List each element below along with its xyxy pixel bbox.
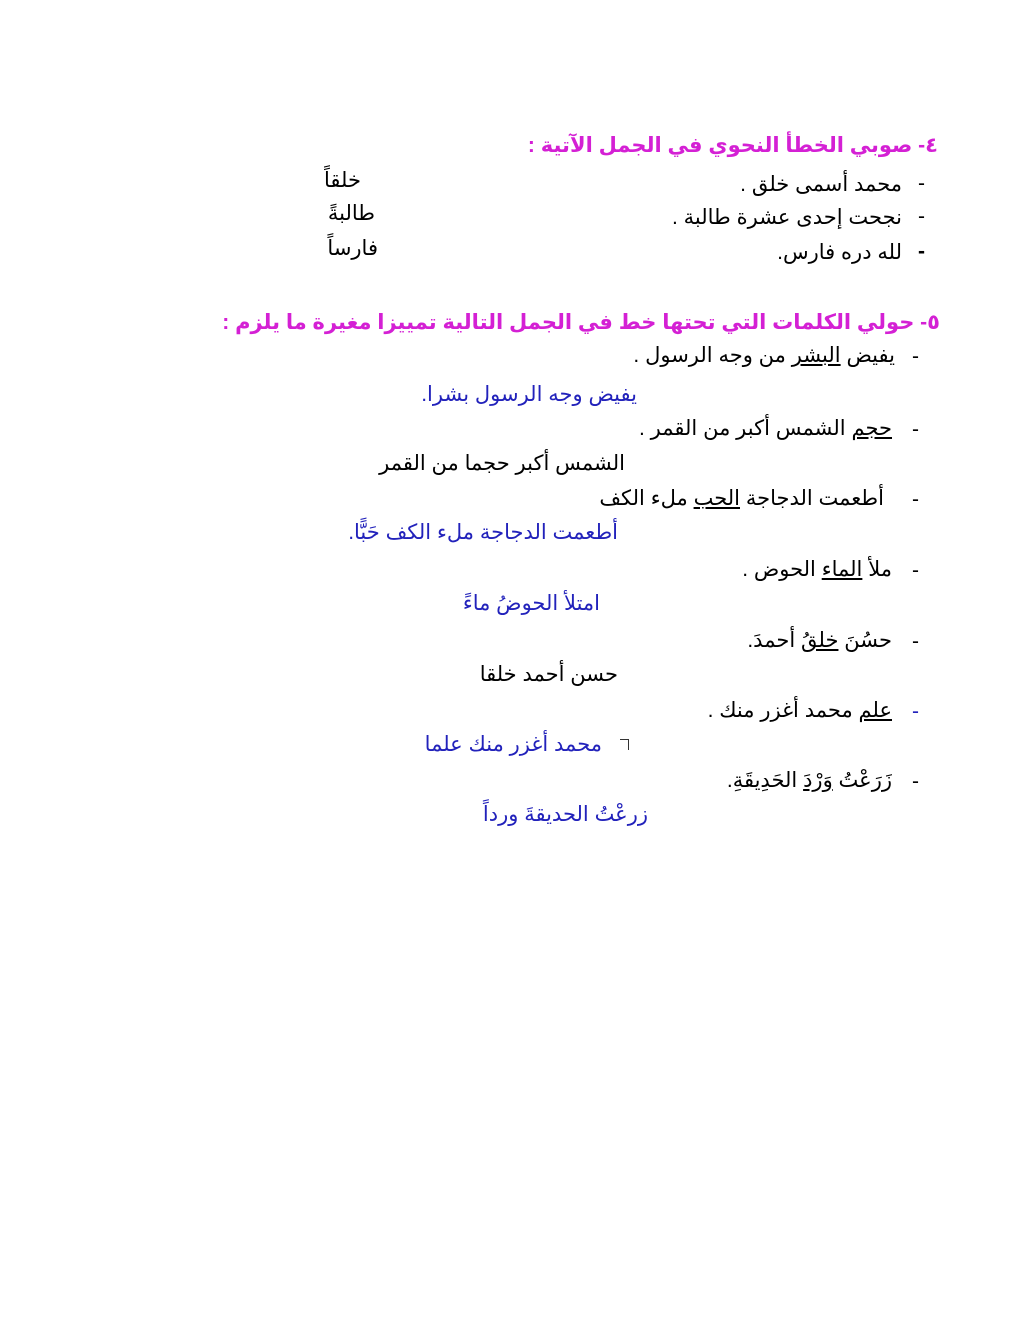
q5-item-3-after: ملء الكف	[599, 487, 694, 510]
q5-item-6-after: محمد أغزر منك .	[707, 699, 859, 722]
q5-item-7-dash: -	[912, 770, 919, 793]
q5-item-5-dash: -	[912, 630, 919, 653]
q4-item-1-sentence: محمد أسمى خلق .	[740, 173, 902, 196]
q5-item-3-underlined-word: الحب	[693, 487, 740, 510]
q4-item-1-dash: -	[918, 172, 925, 195]
q5-item-4-dash: -	[912, 559, 919, 582]
question-5-heading: ٥- حولي الكلمات التي تحتها خط في الجمل التالية تمييزا مغيرة ما يلزم :	[222, 311, 940, 334]
q5-item-1-after: من وجه الرسول .	[633, 344, 792, 367]
q5-item-6-dash: -	[912, 700, 919, 723]
q4-item-1-correction: خلقاً	[324, 169, 361, 192]
q5-item-1-before: يفيض	[840, 344, 895, 367]
q5-item-5-before: حسُنَ	[838, 629, 892, 652]
q4-item-2-sentence: نجحت إحدى عشرة طالبة .	[672, 206, 902, 229]
q5-item-7-underlined-word: وَرْدَ	[803, 769, 833, 792]
question-4-heading: ٤- صوبي الخطأ النحوي في الجمل الآتية :	[527, 134, 938, 157]
q5-item-7-answer: زرعْتُ الحديقةَ ورداً	[482, 803, 648, 826]
q4-item-3-sentence: لله دره فارس.	[777, 241, 902, 264]
q5-item-6-underlined-word: علم	[858, 699, 892, 722]
q5-item-4-underlined-word: الماء	[821, 558, 863, 581]
q5-item-2-underlined-word: حجم	[851, 417, 892, 440]
q5-item-4-sentence	[742, 557, 892, 582]
q5-item-4-answer: امتلأ الحوضُ ماءً	[462, 592, 600, 615]
q5-item-5-sentence	[747, 628, 892, 653]
q5-item-5-after: أحمدَ.	[747, 629, 801, 652]
q4-item-3-correction: فارساً	[327, 237, 378, 260]
q5-item-2-answer: الشمس أكبر حجما من القمر	[379, 452, 625, 475]
q4-item-2-correction: طالبةً	[327, 202, 375, 225]
q5-item-1-underlined-word: البشر	[791, 344, 841, 367]
q5-item-3-answer: أطعمت الدجاجة ملء الكف حَبًّا.	[348, 521, 618, 544]
q5-item-3-before: أطعمت الدجاجة	[740, 487, 884, 510]
q5-item-4-after: الحوض .	[742, 558, 822, 581]
q5-item-7-after: الحَدِيقَةِ.	[726, 769, 804, 792]
q5-item-5-answer: حسن أحمد خلقا	[479, 663, 618, 686]
q5-item-1-sentence	[633, 343, 895, 368]
q5-item-1-answer: يفيض وجه الرسول بشرا.	[421, 383, 637, 406]
q4-item-2-dash: -	[918, 205, 925, 228]
q5-item-3-sentence	[599, 486, 884, 511]
q5-item-1-dash: -	[912, 345, 919, 368]
q5-item-5-underlined-word: خلقُ	[801, 629, 839, 652]
q5-item-2-sentence	[639, 416, 892, 441]
q5-item-7-sentence	[727, 768, 892, 793]
q5-item-7-before: زَرَعْتُ	[832, 769, 892, 792]
q4-item-3-dash: -	[918, 240, 925, 263]
q5-item-3-dash: -	[912, 488, 919, 511]
q5-item-4-before: ملأ	[862, 558, 892, 581]
q5-item-2-after: الشمس أكبر من القمر .	[639, 417, 852, 440]
q5-item-2-dash: -	[912, 418, 919, 441]
q5-item-6-answer: محمد أغزر منك علما	[424, 733, 602, 756]
corner-bracket-icon	[620, 739, 629, 750]
q5-item-6-sentence	[708, 698, 892, 723]
